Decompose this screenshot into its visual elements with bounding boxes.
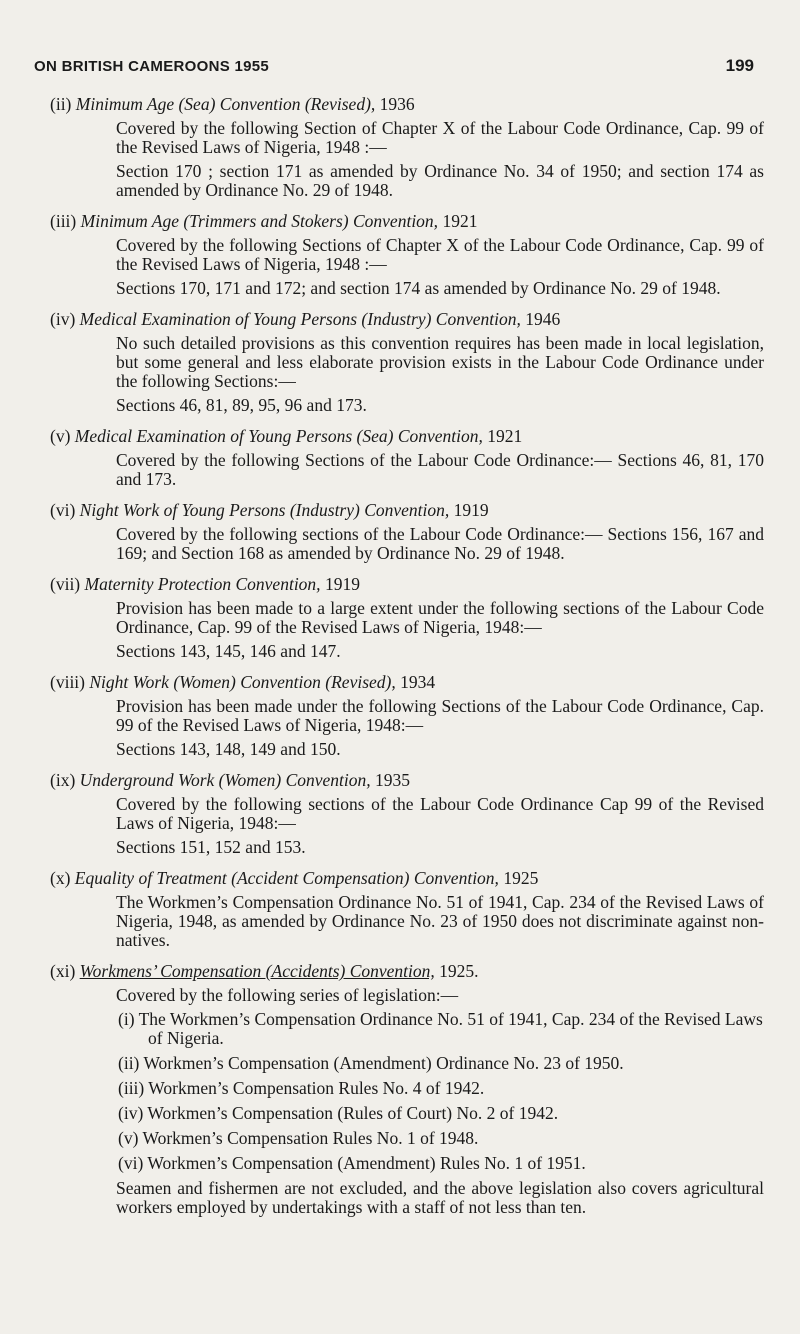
- convention-name: Workmens’ Compensation (Accidents) Convention,: [79, 961, 435, 981]
- convention-title: [36, 868, 764, 889]
- item-number: (ix): [50, 770, 76, 790]
- convention-name: Night Work of Young Persons (Industry) Convention,: [79, 500, 450, 520]
- item-number: (v): [50, 426, 71, 446]
- paragraph: No such detailed provisions as this convention requires has been made in local legislation, but some general and less elaborate provision exists in the Labour Code Ordinance under the following Sections:—: [116, 333, 764, 391]
- convention-year: 1934: [395, 672, 436, 692]
- convention-name: Equality of Treatment (Accident Compensation) Convention,: [74, 868, 499, 888]
- paragraph: Covered by the following Sections of the Labour Code Ordinance:— Sections 46, 81, 170 and 173.: [116, 450, 764, 489]
- item-number: (ii): [50, 94, 72, 114]
- convention-name: Night Work (Women) Convention (Revised),: [89, 672, 396, 692]
- convention-name: Medical Examination of Young Persons (Sea) Convention,: [74, 426, 483, 446]
- convention-title: [36, 211, 764, 232]
- legislation-list-item: (iii) Workmen’s Compensation Rules No. 4 of 1942.: [118, 1078, 485, 1098]
- item-number: (viii): [50, 672, 85, 692]
- convention-item: [36, 426, 764, 489]
- convention-item: [36, 309, 764, 415]
- convention-name: Minimum Age (Trimmers and Stokers) Convention,: [80, 211, 439, 231]
- item-number: (vi): [50, 500, 76, 520]
- convention-item: [36, 770, 764, 857]
- convention-year: 1925: [498, 868, 539, 888]
- legislation-list-item: (iv) Workmen’s Compensation (Rules of Court) No. 2 of 1942.: [118, 1103, 559, 1123]
- paragraph: Provision has been made under the following Sections of the Labour Code Ordinance, Cap. 99 of the Revised Laws of Nigeria, 1948:—: [116, 696, 764, 735]
- legislation-list-item: (vi) Workmen’s Compensation (Amendment) Rules No. 1 of 1951.: [118, 1153, 586, 1173]
- legislation-list-item: (i) The Workmen’s Compensation Ordinance No. 51 of 1941, Cap. 234 of the Revised Laws of Nigeria.: [118, 1009, 763, 1048]
- legislation-list-item: (v) Workmen’s Compensation Rules No. 1 of 1948.: [118, 1128, 479, 1148]
- convention-title: [36, 94, 764, 115]
- convention-name: Underground Work (Women) Convention,: [79, 770, 371, 790]
- convention-year: 1946: [520, 309, 561, 329]
- paragraph: Sections 46, 81, 89, 95, 96 and 173.: [116, 395, 367, 415]
- paragraph: Sections 151, 152 and 153.: [116, 837, 306, 857]
- paragraph: The Workmen’s Compensation Ordinance No. 51 of 1941, Cap. 234 of the Revised Laws of Nigeria, 1948, as amended by Ordinance No. 23 of 1950 does not discriminate against non-natives.: [116, 892, 764, 950]
- paragraph: Covered by the following sections of the Labour Code Ordinance:— Sections 156, 167 and 169; and Section 168 as amended by Ordinance No. 29 of 1948.: [116, 524, 764, 563]
- item-number: (vii): [50, 574, 81, 594]
- paragraph: Covered by the following series of legislation:—: [116, 985, 459, 1005]
- convention-title: [36, 309, 764, 330]
- convention-name: Minimum Age (Sea) Convention (Revised),: [75, 94, 376, 114]
- paragraph: Section 170 ; section 171 as amended by Ordinance No. 34 of 1950; and section 174 as amended by Ordinance No. 29 of 1948.: [116, 161, 764, 200]
- convention-year: 1925.: [434, 961, 479, 981]
- item-number: (iv): [50, 309, 76, 329]
- paragraph: Sections 143, 148, 149 and 150.: [116, 739, 341, 759]
- convention-item: [36, 500, 764, 563]
- convention-title: [36, 770, 764, 791]
- convention-title: [36, 500, 764, 521]
- page-number: 199: [725, 56, 754, 75]
- convention-item: [36, 961, 764, 1217]
- convention-year: 1921: [482, 426, 523, 446]
- page-content: [36, 94, 764, 1228]
- running-head: ON BRITISH CAMEROONS 1955: [34, 58, 270, 75]
- convention-name: Medical Examination of Young Persons (Industry) Convention,: [79, 309, 521, 329]
- paragraph: Covered by the following sections of the Labour Code Ordinance Cap 99 of the Revised Laws of Nigeria, 1948:—: [116, 794, 764, 833]
- convention-item: [36, 211, 764, 298]
- convention-year: 1919: [320, 574, 360, 594]
- page-header: [34, 56, 766, 76]
- closing-paragraph: Seamen and fishermen are not excluded, and the above legislation also covers agricultural workers employed by undertakings with a staff of not less than ten.: [116, 1178, 764, 1217]
- convention-title: [36, 426, 764, 447]
- paragraph: Covered by the following Section of Chapter X of the Labour Code Ordinance, Cap. 99 of the Revised Laws of Nigeria, 1948 :—: [116, 118, 764, 157]
- item-number: (xi): [50, 961, 76, 981]
- convention-item: [36, 672, 764, 759]
- convention-year: 1936: [375, 94, 415, 114]
- convention-year: 1919: [449, 500, 489, 520]
- paragraph: Sections 143, 145, 146 and 147.: [116, 641, 341, 661]
- paragraph: Provision has been made to a large extent under the following sections of the Labour Code Ordinance, Cap. 99 of the Revised Laws of Nigeria, 1948:—: [116, 598, 764, 637]
- convention-title: [36, 672, 764, 693]
- convention-item: [36, 94, 764, 200]
- item-number: (x): [50, 868, 71, 888]
- convention-item: [36, 574, 764, 661]
- convention-year: 1921: [438, 211, 478, 231]
- convention-title: [36, 574, 764, 595]
- legislation-list-item: (ii) Workmen’s Compensation (Amendment) Ordinance No. 23 of 1950.: [118, 1053, 624, 1073]
- convention-year: 1935: [370, 770, 411, 790]
- convention-name: Maternity Protection Convention,: [84, 574, 321, 594]
- convention-title: [36, 961, 764, 982]
- item-number: (iii): [50, 211, 77, 231]
- convention-item: [36, 868, 764, 950]
- paragraph: Covered by the following Sections of Chapter X of the Labour Code Ordinance, Cap. 99 of the Revised Laws of Nigeria, 1948 :—: [116, 235, 764, 274]
- paragraph: Sections 170, 171 and 172; and section 174 as amended by Ordinance No. 29 of 1948.: [116, 278, 721, 298]
